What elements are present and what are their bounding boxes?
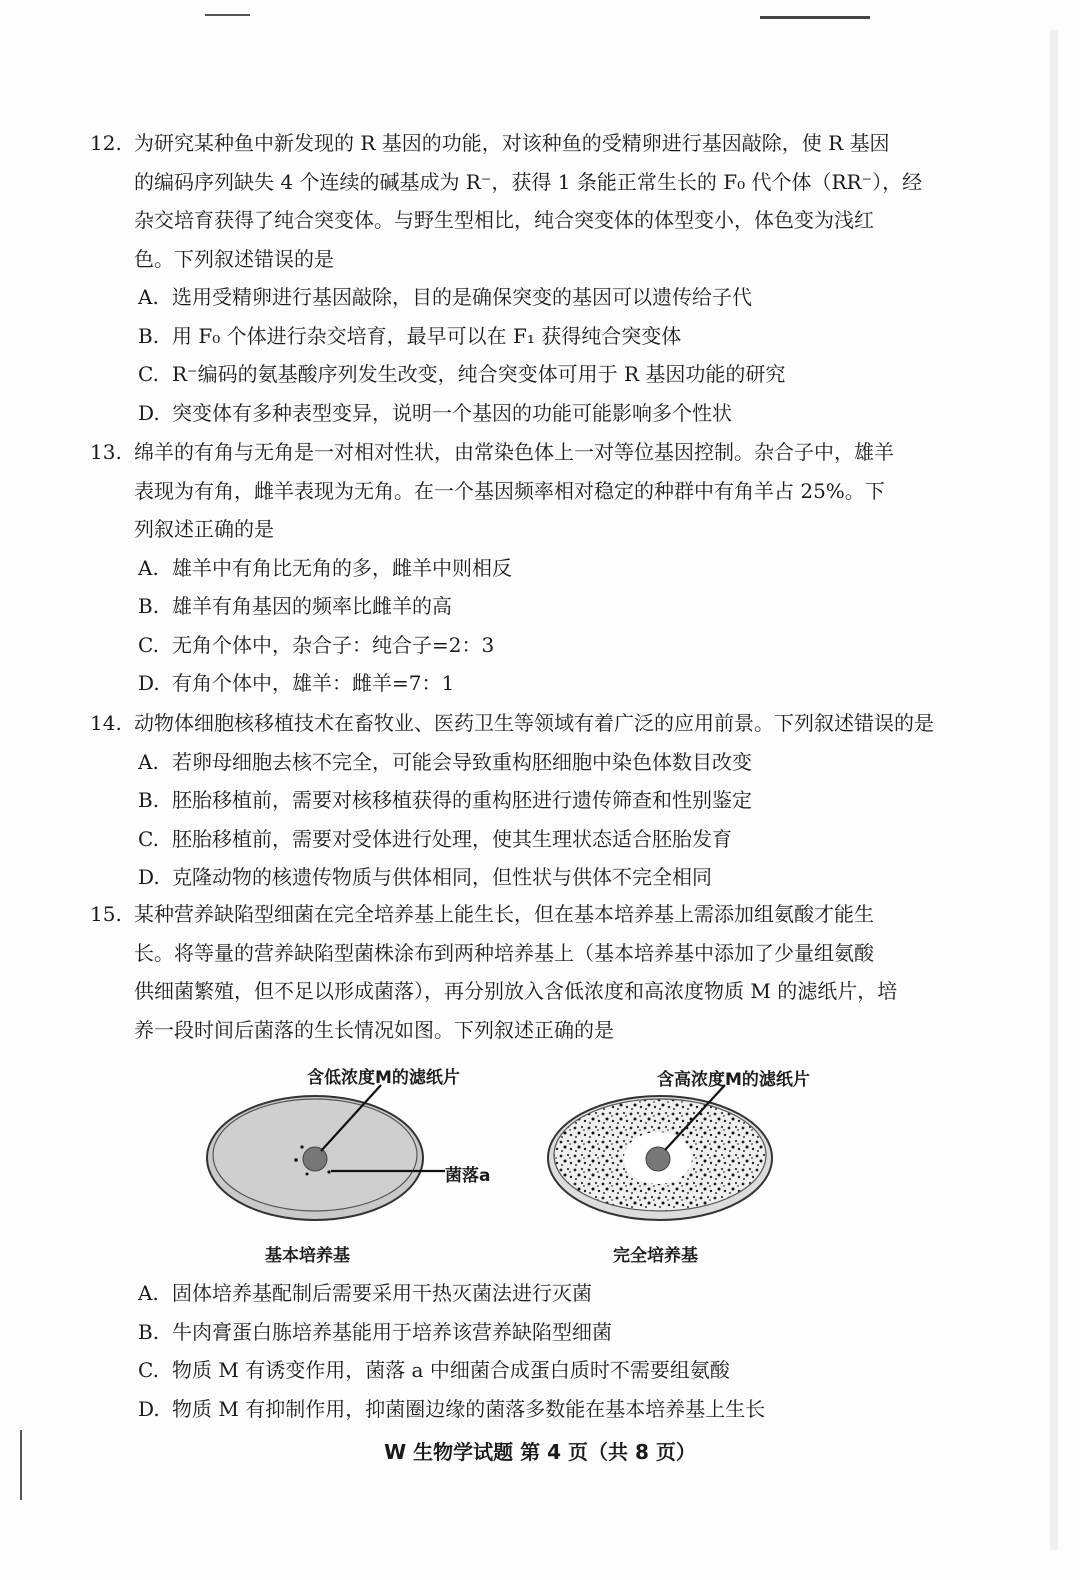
option-text: 雄羊有角基因的频率比雌羊的高 <box>172 594 452 618</box>
question-number: 15. <box>90 902 122 926</box>
option-text: 用 F₀ 个体进行杂交培育，最早可以在 F₁ 获得纯合突变体 <box>172 323 682 348</box>
option-d <box>90 394 950 433</box>
option-letter: A. <box>138 555 159 580</box>
question-number: 14. <box>90 711 122 735</box>
stem-line: 养一段时间后菌落的生长情况如图。下列叙述正确的是 <box>134 1017 614 1042</box>
option-letter: A. <box>138 285 159 309</box>
question-14 <box>90 704 950 897</box>
option-d <box>90 1390 950 1429</box>
label-high-concentration: 含高浓度M的滤纸片 <box>657 1070 810 1090</box>
option-b <box>90 1313 950 1352</box>
option-letter: D. <box>138 400 160 425</box>
basic-medium-dish <box>207 1085 445 1220</box>
option-text: 胚胎移植前，需要对核移植获得的重构胚进行遗传筛查和性别鉴定 <box>172 788 752 812</box>
option-c <box>90 355 950 394</box>
option-letter: D. <box>138 865 160 889</box>
option-text: 雄羊中有角比无角的多，雌羊中则相反 <box>172 555 512 580</box>
question-stem <box>90 895 950 934</box>
option-letter: B. <box>138 1319 160 1344</box>
question-12 <box>90 124 950 432</box>
option-text: 无角个体中，杂合子：纯合子=2：3 <box>172 632 495 657</box>
stem-line: 为研究某种鱼中新发现的 R 基因的功能，对该种鱼的受精卵进行基因敲除，使 R 基因 <box>134 131 890 155</box>
option-text: 克隆动物的核遗传物质与供体相同，但性状与供体不完全相同 <box>172 865 712 889</box>
question-stem <box>90 124 950 163</box>
option-a <box>90 1274 950 1313</box>
stem-line: 杂交培育获得了纯合突变体。与野生型相比，纯合突变体的体型变小，体色变为浅红 <box>134 208 874 232</box>
option-b <box>90 781 950 820</box>
label-colony-a: 菌落a <box>445 1166 491 1186</box>
option-letter: B. <box>138 323 160 348</box>
option-letter: C. <box>138 1358 159 1382</box>
option-text: 固体培养基配制后需要采用干热灭菌法进行灭菌 <box>172 1281 592 1305</box>
option-d <box>90 664 950 703</box>
option-text: 选用受精卵进行基因敲除，目的是确保突变的基因可以遗传给子代 <box>172 285 752 309</box>
option-letter: D. <box>138 671 160 695</box>
stem-line: 色。下列叙述错误的是 <box>134 246 334 271</box>
label-complete-medium: 完全培养基 <box>613 1246 698 1266</box>
question-stem <box>90 704 950 743</box>
option-b <box>90 587 950 626</box>
question-15 <box>90 895 950 1049</box>
option-text: 物质 M 有抑制作用，抑菌圈边缘的菌落多数能在基本培养基上生长 <box>172 1396 766 1421</box>
question-number: 12. <box>90 131 122 155</box>
option-a <box>90 549 950 588</box>
option-a <box>90 278 950 317</box>
option-d <box>90 858 950 897</box>
question-stem <box>90 433 950 472</box>
option-a <box>90 743 950 782</box>
stem-line: 某种营养缺陷型细菌在完全培养基上能生长，但在基本培养基上需添加组氨酸才能生 <box>134 902 874 926</box>
option-c <box>90 1351 950 1390</box>
option-text: 物质 M 有诱变作用，菌落 a 中细菌合成蛋白质时不需要组氨酸 <box>172 1358 730 1382</box>
option-c <box>90 820 950 859</box>
stem-line: 列叙述正确的是 <box>134 517 274 541</box>
scan-mark <box>205 14 250 16</box>
option-letter: C. <box>138 632 159 657</box>
stem-line: 长。将等量的营养缺陷型菌株涂布到两种培养基上（基本培养基中添加了少量组氨酸 <box>134 940 874 965</box>
stem-line: 绵羊的有角与无角是一对相对性状，由常染色体上一对等位基因控制。杂合子中，雄羊 <box>134 440 894 464</box>
complete-medium-dish <box>548 1085 772 1220</box>
option-text: R⁻编码的氨基酸序列发生改变，纯合突变体可用于 R 基因功能的研究 <box>172 362 786 386</box>
stem-line: 表现为有角，雌羊表现为无角。在一个基因频率相对稳定的种群中有角羊占 25%。下 <box>134 478 885 503</box>
option-letter: C. <box>138 362 159 386</box>
option-letter: A. <box>138 1281 159 1305</box>
scan-mark <box>760 16 870 19</box>
label-basic-medium: 基本培养基 <box>265 1246 350 1266</box>
option-b <box>90 317 950 356</box>
option-letter: A. <box>138 749 159 774</box>
question-13 <box>90 433 950 703</box>
stem-line: 动物体细胞核移植技术在畜牧业、医药卫生等领域有着广泛的应用前景。下列叙述错误的是 <box>134 711 934 735</box>
option-letter: B. <box>138 594 160 618</box>
page-footer: W 生物学试题 第 4 页（共 8 页） <box>384 1440 696 1464</box>
label-low-concentration: 含低浓度M的滤纸片 <box>307 1068 460 1088</box>
option-letter: D. <box>138 1396 160 1421</box>
option-text: 有角个体中，雄羊：雌羊=7：1 <box>172 671 455 695</box>
option-text: 若卵母细胞去核不完全，可能会导致重构胚细胞中染色体数目改变 <box>172 749 752 774</box>
option-text: 胚胎移植前，需要对受体进行处理，使其生理状态适合胚胎发育 <box>172 826 732 851</box>
scan-edge <box>1050 30 1058 1550</box>
question-number: 13. <box>90 440 122 464</box>
stem-line: 的编码序列缺失 4 个连续的碱基成为 R⁻，获得 1 条能正常生长的 F₀ 代个体（RR⁻），经 <box>134 169 923 194</box>
option-letter: C. <box>138 826 159 851</box>
option-text: 牛肉膏蛋白胨培养基能用于培养该营养缺陷型细菌 <box>172 1319 612 1344</box>
option-c <box>90 626 950 665</box>
stem-line: 供细菌繁殖，但不足以形成菌落），再分别放入含低浓度和高浓度物质 M 的滤纸片，培 <box>134 979 898 1003</box>
option-letter: B. <box>138 788 160 812</box>
question-15-options <box>90 1274 950 1428</box>
petri-dish-figure <box>195 1055 895 1275</box>
option-text: 突变体有多种表型变异，说明一个基因的功能可能影响多个性状 <box>172 400 732 425</box>
